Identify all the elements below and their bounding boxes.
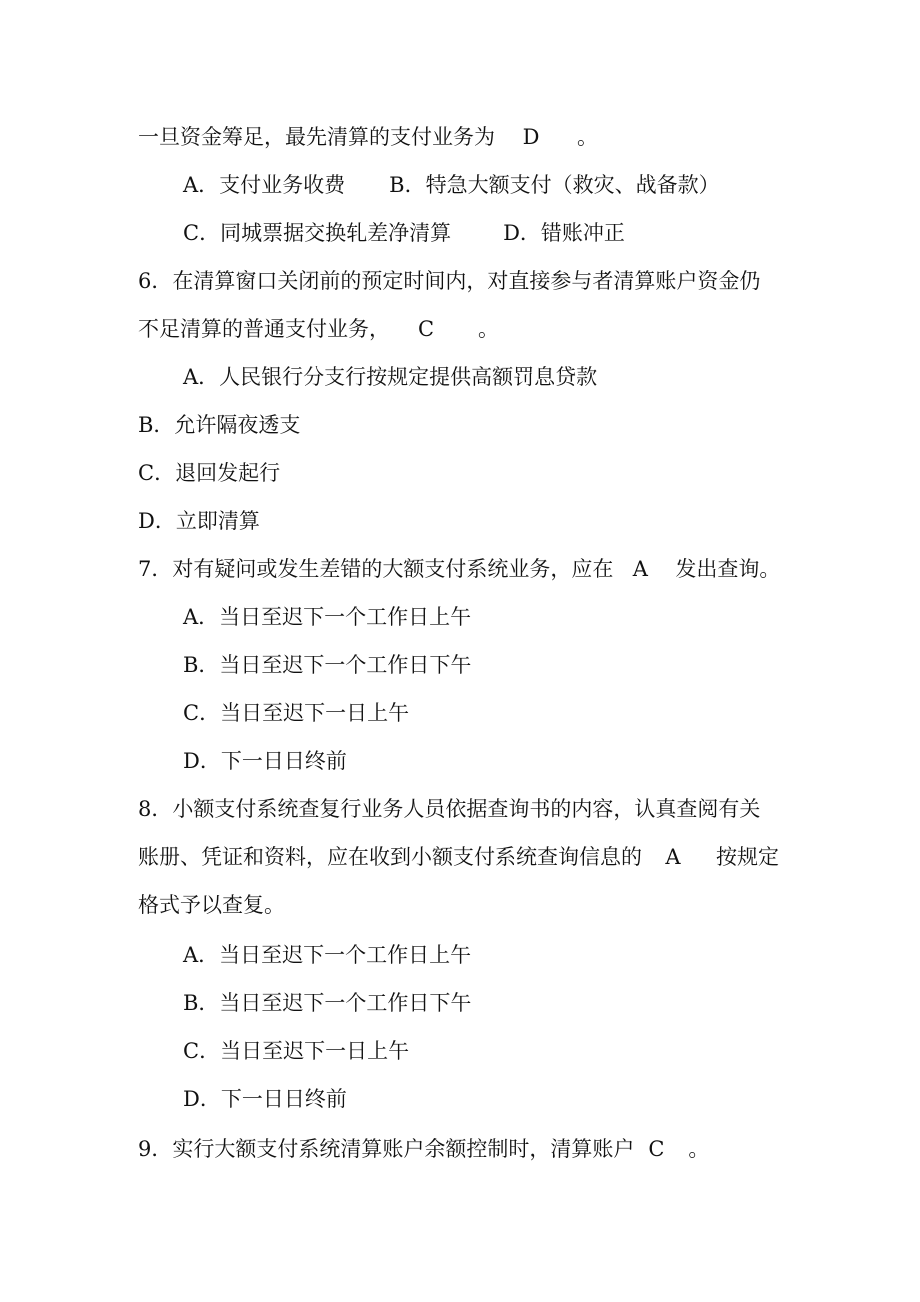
q5-answer: D [522,125,540,149]
q6-stem-end: 。 [478,317,499,341]
q6-stem-line-1: 6．在清算窗口关闭前的预定时间内，对直接参与者清算账户资金仍 [138,269,761,293]
q8-answer: A [665,845,681,869]
q8-stem-end: 按规定 [716,845,779,869]
q7-option-b: B．当日至迟下一个工作日下午 [183,653,472,677]
q6-stem-line-2 [138,314,499,344]
q5-stem-text: 一旦资金筹足，最先清算的支付业务为 [138,125,495,149]
q7-option-c: C．当日至迟下一日上午 [183,701,410,725]
q5-option-c: C．同城票据交换轧差净清算 [183,221,452,245]
q9-answer: C [648,1137,665,1161]
q5-stem-end: 。 [577,125,598,149]
q5-options-row-2 [183,218,625,248]
q7-stem-text: 7．对有疑问或发生差错的大额支付系统业务，应在 [138,557,614,581]
q9-stem-end: 。 [688,1137,710,1161]
q5-option-a: A．支付业务收费 [183,173,346,197]
q5-option-b: B．特急大额支付（救灾、战备款） [389,173,720,197]
q7-stem-end: 发出查询。 [675,557,781,581]
q7-option-d: D．下一日日终前 [183,749,347,773]
q8-stem-line-1: 8．小额支付系统查复行业务人员依据查询书的内容，认真查阅有关 [138,797,761,821]
q8-stem-line-3: 格式予以查复。 [138,893,285,917]
q6-option-a: A．人民银行分支行按规定提供高额罚息贷款 [183,365,598,389]
q8-option-b: B．当日至迟下一个工作日下午 [183,991,472,1015]
q5-option-d: D．错账冲正 [503,221,625,245]
q6-option-c: C．退回发起行 [138,461,281,485]
q8-stem-text: 账册、凭证和资料，应在收到小额支付系统查询信息的 [138,845,642,869]
q7-answer: A [632,557,648,581]
q5-stem [138,122,598,152]
q7-stem [138,554,780,584]
q7-option-a: A．当日至迟下一个工作日上午 [183,605,472,629]
q6-option-b: B．允许隔夜透支 [138,413,301,437]
q8-option-a: A．当日至迟下一个工作日上午 [183,943,472,967]
q6-stem-text: 不足清算的普通支付业务， [138,317,390,341]
q6-answer: C [417,317,435,341]
q8-option-d: D．下一日日终前 [183,1087,347,1111]
q9-stem [138,1134,709,1164]
q5-options-row-1 [183,170,720,200]
q8-stem-line-2 [138,842,779,872]
q8-option-c: C．当日至迟下一日上午 [183,1039,410,1063]
q9-stem-text: 9．实行大额支付系统清算账户余额控制时，清算账户 [138,1137,635,1161]
q6-option-d: D．立即清算 [138,509,260,533]
